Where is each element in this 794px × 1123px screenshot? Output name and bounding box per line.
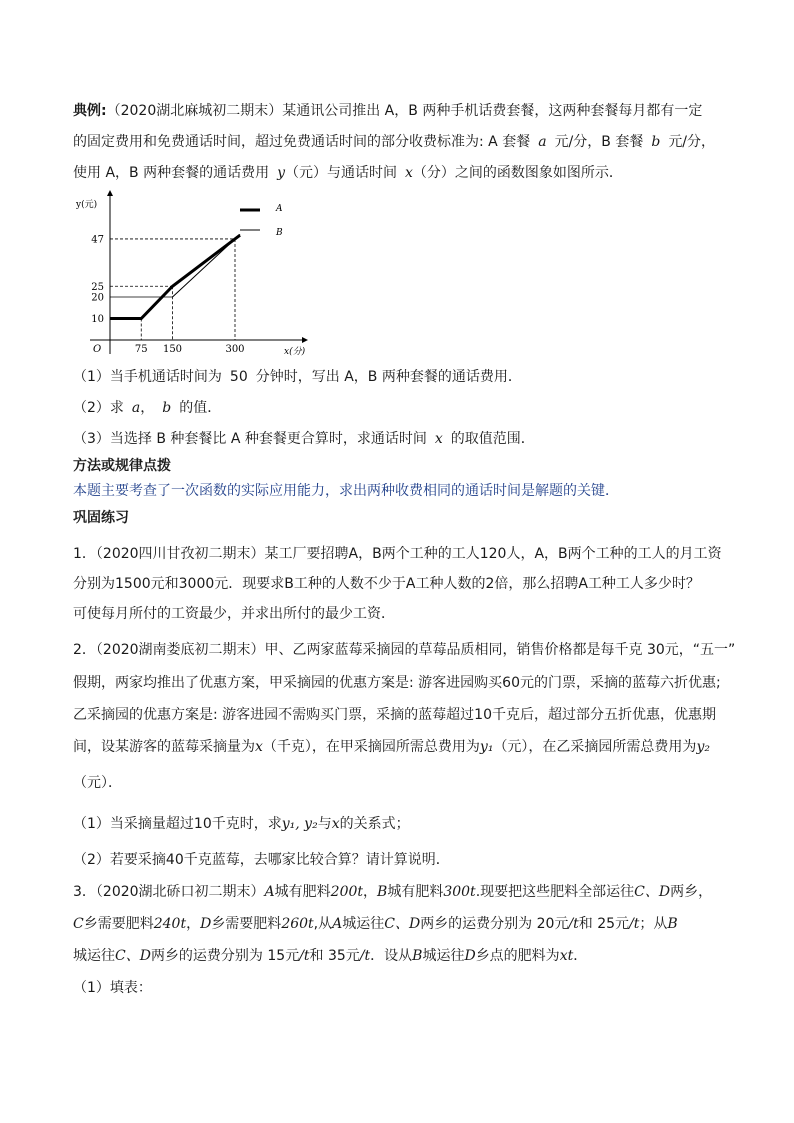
series-b-line (173, 234, 241, 297)
example-text-3c: （分）之间的函数图象如图所示． (412, 165, 623, 181)
p3-text-3f: 乡点的肥料为 (475, 948, 560, 964)
q3-var-x: x (434, 431, 443, 447)
example-text-1: （2020湖北麻城初二期末）某通讯公司推出 A，B 两种手机话费套餐，这两种套餐每月都有一定 (106, 103, 703, 119)
p3-towns-cd: C、D (634, 884, 671, 900)
p2-q1-var-x: x (331, 816, 340, 832)
p3-town-d-2: D (464, 948, 476, 964)
p3-text-2e: 城运往 (342, 916, 385, 932)
p3-text-3d: ．设从 (370, 948, 413, 964)
x-tick-label: 300 (225, 344, 245, 355)
method-text: 本题主要考查了一次函数的实际应用能力，求出两种收费相同的通话时间是解题的关键． (73, 483, 619, 499)
q3-text-b: 的取值范围． (450, 431, 535, 447)
p3-text-3e: 城运往 (422, 948, 465, 964)
example-line-3 (73, 163, 754, 183)
p3-text-1d: 城有肥料 (387, 884, 444, 900)
y-tick-label: 10 (91, 314, 104, 325)
question-3 (73, 429, 754, 449)
p2-line-2: 假期，两家均推出了优惠方案，甲采摘园的优惠方案是: 游客进园购买60元的门票，采摘的蓝莓六折优惠; (73, 675, 721, 691)
example-text-3b: （元）与通话时间 (285, 165, 398, 181)
p3-question-1: （1）填表： (73, 980, 152, 996)
y-axis-arrow (107, 190, 113, 196)
p3-text-2b: ， (186, 916, 201, 932)
p3-towns-cd-3: C、D (115, 948, 151, 964)
q1-value: 50 (229, 369, 248, 385)
p3-towns-cd-2: C、D (384, 916, 421, 932)
p3-text-3g: ． (573, 948, 588, 964)
p3-unit-1: /t (568, 916, 579, 932)
p2-line-1: 2．（2020湖南娄底初二期末）甲、乙两家蓝莓采摘园的草莓品质相同，销售价格都是每千克 30元，“五一” (73, 642, 736, 658)
question-2 (73, 398, 754, 418)
p3-line-2 (73, 914, 754, 934)
function-graph (70, 190, 310, 360)
p2-q1-text-c: 的关系式； (339, 816, 410, 832)
q2-var-a: a (131, 400, 141, 416)
p3-line-1 (73, 882, 754, 902)
q2-text-b: ， (140, 400, 155, 416)
p2-q1-vars: y₁, y₂ (281, 816, 318, 832)
q2-var-b: b (162, 400, 172, 416)
p3-text-1f: 两乡， (670, 884, 713, 900)
p3-text-1c: ， (363, 884, 378, 900)
p3-city-a-2: A (332, 916, 343, 932)
var-a: a (538, 134, 547, 150)
p3-amount-240: 240t (153, 916, 187, 932)
p3-unit-3: /t (299, 948, 310, 964)
series-a-line (110, 235, 240, 318)
p3-text-2g: 和 25元 (578, 916, 630, 932)
p2-line-3: 乙采摘园的优惠方案是: 游客进园不需购买门票，采摘的蓝莓超过10千克后，超过部分五折优惠，优惠期 (73, 707, 716, 723)
y-tick-label: 47 (91, 234, 104, 246)
p1-line-2: 分别为1500元和3000元．现要求B工种的人数不少于A工种人数的2倍，那么招聘A工种工人多少时？ (73, 576, 700, 592)
q1-text-b: 分钟时，写出 A，B 两种套餐的通话费用． (255, 369, 522, 385)
p1-line-3: 可使每月所付的工资最少，并求出所付的最少工资． (73, 606, 395, 622)
p3-town-c: C (73, 916, 84, 932)
p3-unit-4: /t (359, 948, 371, 964)
practice-title: 巩固练习 (73, 510, 129, 526)
var-b: b (651, 134, 661, 150)
example-line-2 (73, 132, 754, 152)
y-tick-label: 20 (91, 292, 104, 304)
p3-city-b-2: B (667, 916, 678, 932)
origin-label: O (93, 344, 102, 355)
p2-line-5: （元）． (73, 775, 122, 791)
p3-text-3a: 城运往 (73, 948, 115, 964)
example-line-1 (73, 101, 754, 121)
var-y: y (277, 165, 286, 181)
example-text-2c: 元/分， (668, 134, 716, 150)
p2-q1-text-b: 与 (317, 816, 332, 832)
p1-line-1: 1．（2020四川甘孜初二期末）某工厂要招聘A，B两个工种的工人120人，A，B两个工种的工人的月工资 (73, 546, 722, 562)
p3-text-2h: ；从 (639, 916, 668, 932)
example-text-3a: 使用 A，B 两种套餐的通话费用 (73, 165, 270, 181)
p3-town-d: D (200, 916, 212, 932)
p3-amount-300: 300t (443, 884, 476, 900)
p2-text-4a: 间，设某游客的蓝莓采摘量为 (73, 739, 255, 755)
p3-text-1e: .现要把这些肥料全部运往 (475, 884, 635, 900)
x-axis-label: x(分) (284, 347, 306, 357)
question-1 (73, 367, 754, 387)
x-tick-label: 75 (134, 344, 148, 355)
p2-var-x: x (255, 739, 263, 755)
p2-var-y1: y₁ (479, 739, 494, 755)
p2-question-1 (73, 814, 754, 834)
y-axis-label: y(元) (76, 200, 98, 210)
p3-city-b: B (377, 884, 388, 900)
example-text-2a: 的固定费用和免费通话时间，超过免费通话时间的部分收费标准为: A 套餐 (73, 134, 531, 150)
p3-text-1b: 城有肥料 (274, 884, 331, 900)
method-title: 方法或规律点拨 (73, 458, 171, 474)
q2-text-a: （2）求 (73, 400, 124, 416)
p3-text-2a: 乡需要肥料 (83, 916, 154, 932)
p3-city-b-3: B (412, 948, 423, 964)
example-text-2b: 元/分，B 套餐 (554, 134, 644, 150)
var-x: x (405, 165, 413, 181)
p3-text-3c: 和 35元 (309, 948, 360, 964)
example-label: 典例: (73, 103, 107, 119)
legend-b-label: B (276, 228, 283, 238)
p3-line-3 (73, 946, 754, 966)
p3-city-a: A (264, 884, 275, 900)
p3-text-3b: 两乡的运费分别为 15元 (150, 948, 300, 964)
x-tick-label: 150 (162, 344, 183, 355)
p3-var-xt: xt (559, 948, 574, 964)
p3-text-2c: 乡需要肥料 (211, 916, 282, 932)
p3-text-2f: 两乡的运费分别为 20元 (420, 916, 569, 932)
p3-amount-200: 200t (330, 884, 364, 900)
p2-text-4c: （元），在乙采摘园所需总费用为 (493, 739, 697, 755)
legend-a-label: A (276, 204, 283, 214)
p2-text-4b: （千克），在甲采摘园所需总费用为 (262, 739, 480, 755)
p2-line-4 (73, 737, 754, 757)
y-tick-label: 25 (91, 281, 104, 293)
q1-text-a: （1）当手机通话时间为 (73, 369, 222, 385)
q2-text-c: 的值． (179, 400, 222, 416)
p3-unit-2: /t (629, 916, 640, 932)
p3-text-1a: 3．（2020湖北硚口初二期末） (73, 884, 265, 900)
p2-q1-text-a: （1）当采摘量超过10千克时，求 (73, 816, 282, 832)
q3-text-a: （3）当选择 B 种套餐比 A 种套餐更合算时，求通话时间 (73, 431, 427, 447)
p2-question-2: （2）若要采摘40千克蓝莓，去哪家比较合算？请计算说明． (73, 852, 450, 868)
x-axis-arrow (302, 337, 308, 343)
p3-amount-260: 260t (281, 916, 314, 932)
p2-var-y2: y₂ (696, 739, 710, 755)
p3-text-2d: ,从 (313, 916, 333, 932)
